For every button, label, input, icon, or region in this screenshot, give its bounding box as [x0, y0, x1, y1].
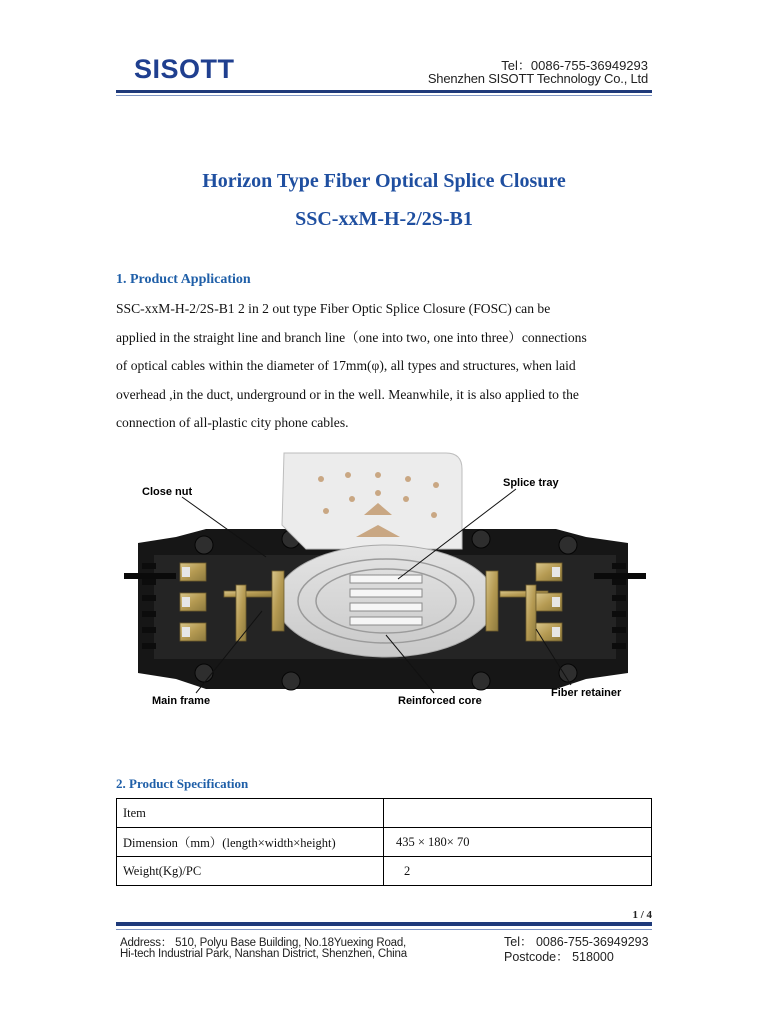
- paragraph-line: overhead ,in the duct, underground or in the well. Meanwhile, it is also applied to the: [116, 386, 579, 402]
- document-title: Horizon Type Fiber Optical Splice Closure: [202, 170, 566, 192]
- company-logo: SISOTT: [134, 54, 235, 84]
- table-cell-value: 2: [384, 857, 652, 886]
- footer-address-line2: Hi-tech Industrial Park, Nanshan District, Shenzhen, China: [120, 948, 407, 960]
- label-main-frame: Main frame: [152, 695, 211, 707]
- table-cell-label: Dimension（mm）(length×width×height): [117, 828, 384, 857]
- paragraph-line: of optical cables within the diameter of 17mm(φ), all types and structures, when laid: [116, 358, 576, 373]
- specification-table: [116, 798, 652, 886]
- header-telephone: Tel：0086-755-36949293: [501, 58, 648, 73]
- table-row: [117, 799, 652, 828]
- splice-tray: [276, 545, 496, 657]
- header-rule-thick: [116, 90, 652, 93]
- table-cell-label: Item: [117, 799, 384, 828]
- section-heading-application: 1. Product Application: [116, 272, 251, 287]
- label-fiber-retainer: Fiber retainer: [551, 687, 622, 699]
- model-number-title: SSC-xxM-H-2/2S-B1: [295, 208, 473, 230]
- label-close-nut: Close nut: [142, 486, 193, 498]
- table-cell-value: 435 × 180× 70: [384, 828, 652, 857]
- table-cell-value: [384, 799, 652, 828]
- page-number: 1 / 4: [632, 909, 652, 921]
- table-row: [117, 857, 652, 886]
- footer-telephone: Tel： 0086-755-36949293: [504, 935, 649, 949]
- footer-rule-thick: [116, 922, 652, 926]
- table-cell-label: Weight(Kg)/PC: [117, 857, 384, 886]
- footer-address-line1: Address： 510, Polyu Base Building, No.18Yuexing Road,: [120, 937, 407, 949]
- paragraph-line: SSC-xxM-H-2/2S-B1 2 in 2 out type Fiber Optic Splice Closure (FOSC) can be: [116, 301, 551, 316]
- header-company-name: Shenzhen SISOTT Technology Co., Ltd: [427, 71, 648, 86]
- label-reinforced-core: Reinforced core: [398, 695, 482, 707]
- table-row: [117, 828, 652, 857]
- application-paragraph: [116, 295, 656, 438]
- footer-postcode: Postcode： 518000: [504, 950, 614, 964]
- header-rule-thin: [116, 95, 652, 96]
- paragraph-line: applied in the straight line and branch line（one into two, one into three）connections: [116, 329, 587, 345]
- product-photo: [116, 445, 654, 737]
- section-heading-specification: 2. Product Specification: [116, 776, 249, 791]
- splice-tray-lid: [282, 453, 462, 549]
- paragraph-line: connection of all-plastic city phone cables.: [116, 415, 349, 430]
- label-splice-tray: Splice tray: [503, 477, 559, 489]
- footer-rule-thin: [116, 929, 652, 930]
